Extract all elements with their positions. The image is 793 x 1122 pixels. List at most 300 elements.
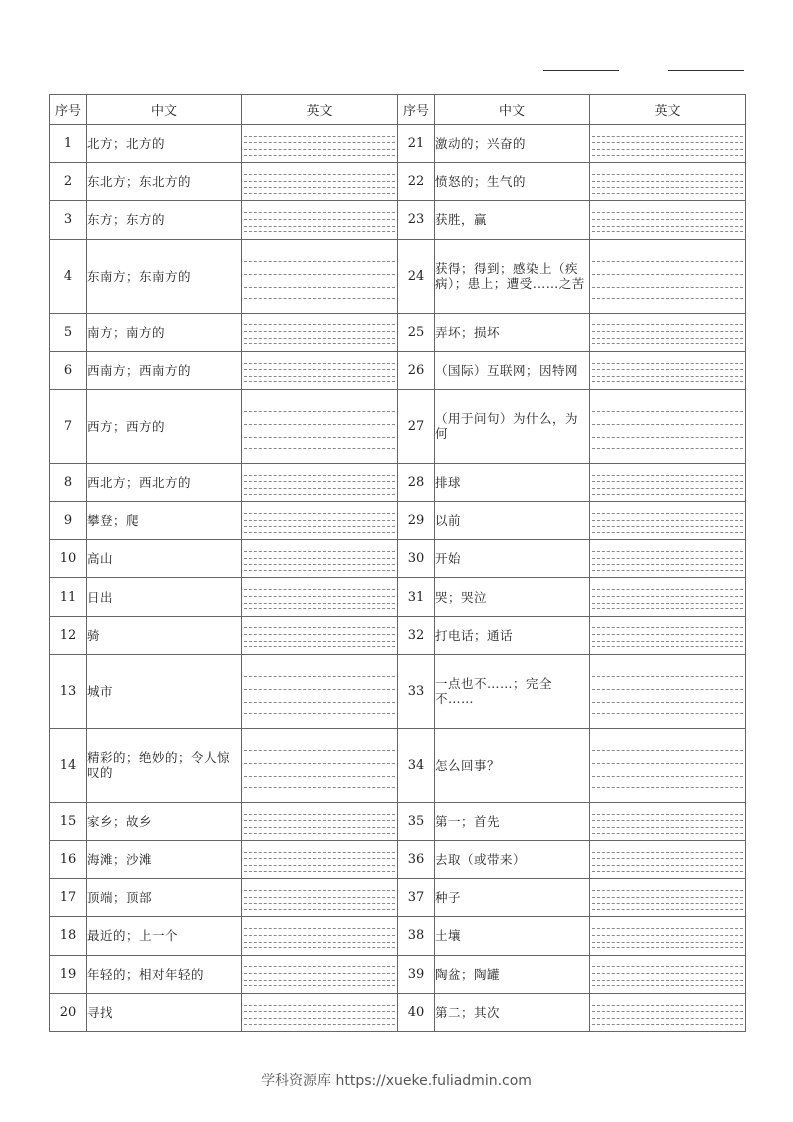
dashed-writing-line — [592, 181, 743, 182]
dashed-writing-line — [244, 488, 395, 489]
chinese-term: 日出 — [87, 578, 242, 616]
table-row — [50, 201, 746, 239]
dashed-writing-line — [592, 909, 743, 910]
dashed-writing-line — [592, 481, 743, 482]
dashed-writing-line — [592, 627, 743, 628]
dashed-writing-line — [592, 589, 743, 590]
row-number: 22 — [398, 163, 435, 201]
chinese-term: 土壤 — [435, 917, 590, 955]
english-answer-cell[interactable] — [242, 389, 398, 463]
row-number: 23 — [398, 201, 435, 239]
english-answer-cell[interactable] — [242, 841, 398, 879]
english-answer-cell[interactable] — [590, 540, 746, 578]
dashed-writing-line — [244, 437, 395, 438]
dashed-writing-line — [592, 212, 743, 213]
chinese-term: 西方；西方的 — [87, 389, 242, 463]
dashed-writing-line — [244, 890, 395, 891]
dashed-writing-line — [592, 324, 743, 325]
dashed-writing-line — [244, 903, 395, 904]
dashed-writing-line — [592, 488, 743, 489]
row-number: 3 — [50, 201, 87, 239]
dashed-writing-line — [592, 475, 743, 476]
chinese-term: 哭；哭泣 — [435, 578, 590, 616]
dashed-writing-line — [592, 1011, 743, 1012]
dashed-writing-line — [592, 369, 743, 370]
chinese-term: 一点也不……；完全不…… — [435, 654, 590, 728]
dashed-writing-line — [592, 174, 743, 175]
table-row — [50, 163, 746, 201]
dashed-writing-line — [592, 520, 743, 521]
english-answer-cell[interactable] — [590, 351, 746, 389]
chinese-term: 东北方；东北方的 — [87, 163, 242, 201]
table-row — [50, 389, 746, 463]
chinese-term: 东南方；东南方的 — [87, 239, 242, 313]
table-row — [50, 728, 746, 802]
dashed-writing-line — [244, 1024, 395, 1025]
chinese-term: 家乡；故乡 — [87, 802, 242, 840]
dashed-writing-line — [244, 689, 395, 690]
dashed-writing-line — [244, 871, 395, 872]
dashed-writing-line — [592, 858, 743, 859]
english-answer-cell[interactable] — [590, 463, 746, 501]
chinese-term: 以前 — [435, 502, 590, 540]
table-header-row — [50, 95, 746, 125]
dashed-writing-line — [592, 448, 743, 449]
row-number: 28 — [398, 463, 435, 501]
dashed-writing-line — [244, 558, 395, 559]
dashed-writing-line — [592, 890, 743, 891]
dashed-writing-line — [592, 1024, 743, 1025]
col-header-num: 序号 — [50, 95, 87, 125]
dashed-writing-line — [244, 713, 395, 714]
english-answer-cell[interactable] — [242, 993, 398, 1031]
dashed-writing-line — [244, 820, 395, 821]
table-row — [50, 502, 746, 540]
dashed-writing-line — [244, 324, 395, 325]
dashed-writing-line — [592, 603, 743, 604]
dashed-writing-line — [592, 149, 743, 150]
dashed-writing-line — [244, 564, 395, 565]
dashed-writing-line — [244, 274, 395, 275]
dashed-writing-line — [592, 381, 743, 382]
dashed-writing-line — [592, 634, 743, 635]
row-number: 12 — [50, 616, 87, 654]
dashed-writing-line — [592, 363, 743, 364]
dashed-writing-line — [244, 702, 395, 703]
dashed-writing-line — [592, 871, 743, 872]
dashed-writing-line — [592, 689, 743, 690]
dashed-writing-line — [244, 627, 395, 628]
dashed-writing-line — [592, 338, 743, 339]
row-number: 8 — [50, 463, 87, 501]
chinese-term: 激动的；兴奋的 — [435, 125, 590, 163]
dashed-writing-line — [592, 494, 743, 495]
dashed-writing-line — [244, 833, 395, 834]
dashed-writing-line — [592, 928, 743, 929]
english-answer-cell[interactable] — [242, 917, 398, 955]
dashed-writing-line — [592, 1005, 743, 1006]
dashed-writing-line — [244, 865, 395, 866]
chinese-term: 城市 — [87, 654, 242, 728]
row-number: 35 — [398, 802, 435, 840]
row-number: 39 — [398, 955, 435, 993]
dashed-writing-line — [592, 973, 743, 974]
dashed-writing-line — [244, 411, 395, 412]
dashed-writing-line — [244, 641, 395, 642]
english-answer-cell[interactable] — [590, 654, 746, 728]
chinese-term: 年轻的；相对年轻的 — [87, 955, 242, 993]
row-number: 7 — [50, 389, 87, 463]
english-answer-cell[interactable] — [590, 389, 746, 463]
dashed-writing-line — [244, 980, 395, 981]
dashed-writing-line — [592, 903, 743, 904]
english-answer-cell[interactable] — [242, 654, 398, 728]
english-answer-cell[interactable] — [242, 313, 398, 351]
dashed-writing-line — [244, 149, 395, 150]
dashed-writing-line — [244, 226, 395, 227]
dashed-writing-line — [244, 897, 395, 898]
dashed-writing-line — [244, 142, 395, 143]
chinese-term: 西南方；西南方的 — [87, 351, 242, 389]
row-number: 24 — [398, 239, 435, 313]
english-answer-cell[interactable] — [242, 125, 398, 163]
dashed-writing-line — [592, 820, 743, 821]
dashed-writing-line — [592, 947, 743, 948]
dashed-writing-line — [244, 174, 395, 175]
table-row — [50, 616, 746, 654]
dashed-writing-line — [244, 369, 395, 370]
dashed-writing-line — [592, 570, 743, 571]
row-number: 13 — [50, 654, 87, 728]
row-number: 27 — [398, 389, 435, 463]
dashed-writing-line — [244, 520, 395, 521]
chinese-term: 西北方；西北方的 — [87, 463, 242, 501]
table-row — [50, 802, 746, 840]
dashed-writing-line — [244, 570, 395, 571]
row-number: 36 — [398, 841, 435, 879]
table-row — [50, 955, 746, 993]
dashed-writing-line — [244, 1018, 395, 1019]
dashed-writing-line — [592, 776, 743, 777]
dashed-writing-line — [592, 274, 743, 275]
dashed-writing-line — [592, 558, 743, 559]
dashed-writing-line — [244, 676, 395, 677]
row-number: 40 — [398, 993, 435, 1031]
english-answer-cell[interactable] — [590, 802, 746, 840]
chinese-term: 骑 — [87, 616, 242, 654]
dashed-writing-line — [592, 702, 743, 703]
header-blank-line-1 — [543, 70, 619, 71]
english-answer-cell[interactable] — [590, 955, 746, 993]
row-number: 11 — [50, 578, 87, 616]
table-row — [50, 351, 746, 389]
english-answer-cell[interactable] — [590, 502, 746, 540]
english-answer-cell[interactable] — [242, 802, 398, 840]
english-answer-cell[interactable] — [590, 616, 746, 654]
chinese-term: 最近的；上一个 — [87, 917, 242, 955]
dashed-writing-line — [592, 646, 743, 647]
dashed-writing-line — [244, 136, 395, 137]
chinese-term: 陶盆；陶罐 — [435, 955, 590, 993]
row-number: 16 — [50, 841, 87, 879]
table-row — [50, 463, 746, 501]
english-answer-cell[interactable] — [590, 728, 746, 802]
row-number: 37 — [398, 879, 435, 917]
dashed-writing-line — [592, 219, 743, 220]
dashed-writing-line — [244, 298, 395, 299]
dashed-writing-line — [244, 646, 395, 647]
chinese-term: 东方；东方的 — [87, 201, 242, 239]
dashed-writing-line — [244, 750, 395, 751]
dashed-writing-line — [244, 827, 395, 828]
english-answer-cell[interactable] — [590, 163, 746, 201]
english-answer-cell[interactable] — [242, 201, 398, 239]
dashed-writing-line — [592, 226, 743, 227]
dashed-writing-line — [244, 381, 395, 382]
dashed-writing-line — [592, 852, 743, 853]
chinese-term: 第一；首先 — [435, 802, 590, 840]
dashed-writing-line — [592, 897, 743, 898]
dashed-writing-line — [244, 763, 395, 764]
col-header-num: 序号 — [398, 95, 435, 125]
dashed-writing-line — [244, 1011, 395, 1012]
dashed-writing-line — [592, 564, 743, 565]
dashed-writing-line — [244, 231, 395, 232]
dashed-writing-line — [244, 966, 395, 967]
table-row — [50, 578, 746, 616]
dashed-writing-line — [244, 331, 395, 332]
english-answer-cell[interactable] — [242, 728, 398, 802]
dashed-writing-line — [244, 363, 395, 364]
dashed-writing-line — [592, 376, 743, 377]
row-number: 19 — [50, 955, 87, 993]
chinese-term: （用于问句）为什么，为何 — [435, 389, 590, 463]
col-header-en: 英文 — [590, 95, 746, 125]
dashed-writing-line — [244, 212, 395, 213]
dashed-writing-line — [592, 942, 743, 943]
dashed-writing-line — [244, 424, 395, 425]
dashed-writing-line — [592, 298, 743, 299]
row-number: 5 — [50, 313, 87, 351]
row-number: 20 — [50, 993, 87, 1031]
dashed-writing-line — [592, 287, 743, 288]
row-number: 25 — [398, 313, 435, 351]
row-number: 38 — [398, 917, 435, 955]
dashed-writing-line — [244, 1005, 395, 1006]
chinese-term: 北方；北方的 — [87, 125, 242, 163]
table-row — [50, 239, 746, 313]
english-answer-cell[interactable] — [242, 351, 398, 389]
header-blank-line-2 — [668, 70, 744, 71]
chinese-term: 打电话；通话 — [435, 616, 590, 654]
dashed-writing-line — [244, 852, 395, 853]
english-answer-cell[interactable] — [590, 879, 746, 917]
dashed-writing-line — [244, 338, 395, 339]
row-number: 31 — [398, 578, 435, 616]
dashed-writing-line — [244, 776, 395, 777]
chinese-term: 精彩的；绝妙的；令人惊叹的 — [87, 728, 242, 802]
dashed-writing-line — [592, 814, 743, 815]
row-number: 32 — [398, 616, 435, 654]
dashed-writing-line — [244, 532, 395, 533]
chinese-term: 获胜，赢 — [435, 201, 590, 239]
dashed-writing-line — [592, 596, 743, 597]
row-number: 1 — [50, 125, 87, 163]
row-number: 30 — [398, 540, 435, 578]
dashed-writing-line — [244, 494, 395, 495]
dashed-writing-line — [592, 142, 743, 143]
chinese-term: 攀登；爬 — [87, 502, 242, 540]
row-number: 17 — [50, 879, 87, 917]
row-number: 21 — [398, 125, 435, 163]
dashed-writing-line — [592, 641, 743, 642]
chinese-term: 怎么回事？ — [435, 728, 590, 802]
dashed-writing-line — [592, 750, 743, 751]
table-row — [50, 993, 746, 1031]
dashed-writing-line — [244, 634, 395, 635]
dashed-writing-line — [244, 603, 395, 604]
dashed-writing-line — [244, 219, 395, 220]
dashed-writing-line — [592, 676, 743, 677]
dashed-writing-line — [592, 136, 743, 137]
dashed-writing-line — [244, 448, 395, 449]
chinese-term: 种子 — [435, 879, 590, 917]
english-answer-cell[interactable] — [242, 463, 398, 501]
row-number: 29 — [398, 502, 435, 540]
dashed-writing-line — [244, 287, 395, 288]
row-number: 26 — [398, 351, 435, 389]
dashed-writing-line — [592, 424, 743, 425]
row-number: 33 — [398, 654, 435, 728]
row-number: 9 — [50, 502, 87, 540]
dashed-writing-line — [244, 858, 395, 859]
col-header-en: 英文 — [242, 95, 398, 125]
table-row — [50, 540, 746, 578]
dashed-writing-line — [244, 187, 395, 188]
row-number: 34 — [398, 728, 435, 802]
dashed-writing-line — [592, 193, 743, 194]
page-footer — [0, 1070, 793, 1090]
chinese-term: 愤怒的；生气的 — [435, 163, 590, 201]
english-answer-cell[interactable] — [590, 313, 746, 351]
english-answer-cell[interactable] — [590, 239, 746, 313]
vocabulary-table — [49, 94, 746, 1032]
dashed-writing-line — [592, 966, 743, 967]
dashed-writing-line — [244, 608, 395, 609]
dashed-writing-line — [244, 261, 395, 262]
dashed-writing-line — [244, 909, 395, 910]
english-answer-cell[interactable] — [590, 993, 746, 1031]
english-answer-cell[interactable] — [242, 239, 398, 313]
dashed-writing-line — [592, 532, 743, 533]
dashed-writing-line — [244, 155, 395, 156]
dashed-writing-line — [244, 947, 395, 948]
dashed-writing-line — [592, 787, 743, 788]
dashed-writing-line — [592, 155, 743, 156]
chinese-term: 开始 — [435, 540, 590, 578]
dashed-writing-line — [244, 526, 395, 527]
dashed-writing-line — [592, 437, 743, 438]
dashed-writing-line — [244, 787, 395, 788]
dashed-writing-line — [244, 481, 395, 482]
chinese-term: 高山 — [87, 540, 242, 578]
chinese-term: （国际）互联网；因特网 — [435, 351, 590, 389]
dashed-writing-line — [244, 193, 395, 194]
chinese-term: 海滩；沙滩 — [87, 841, 242, 879]
english-answer-cell[interactable] — [590, 125, 746, 163]
row-number: 2 — [50, 163, 87, 201]
english-answer-cell[interactable] — [242, 955, 398, 993]
english-answer-cell[interactable] — [590, 578, 746, 616]
table-row — [50, 313, 746, 351]
dashed-writing-line — [592, 331, 743, 332]
chinese-term: 排球 — [435, 463, 590, 501]
english-answer-cell[interactable] — [242, 163, 398, 201]
table-row — [50, 879, 746, 917]
chinese-term: 顶端；顶部 — [87, 879, 242, 917]
dashed-writing-line — [244, 928, 395, 929]
row-number: 15 — [50, 802, 87, 840]
english-answer-cell[interactable] — [242, 540, 398, 578]
dashed-writing-line — [592, 261, 743, 262]
row-number: 4 — [50, 239, 87, 313]
dashed-writing-line — [592, 985, 743, 986]
dashed-writing-line — [244, 814, 395, 815]
row-number: 18 — [50, 917, 87, 955]
chinese-term: 去取（或带来） — [435, 841, 590, 879]
dashed-writing-line — [244, 935, 395, 936]
dashed-writing-line — [244, 589, 395, 590]
chinese-term: 南方；南方的 — [87, 313, 242, 351]
dashed-writing-line — [592, 187, 743, 188]
dashed-writing-line — [244, 343, 395, 344]
dashed-writing-line — [592, 551, 743, 552]
table-row — [50, 917, 746, 955]
row-number: 6 — [50, 351, 87, 389]
dashed-writing-line — [592, 833, 743, 834]
dashed-writing-line — [244, 942, 395, 943]
row-number: 14 — [50, 728, 87, 802]
dashed-writing-line — [244, 985, 395, 986]
table-row — [50, 654, 746, 728]
dashed-writing-line — [592, 980, 743, 981]
dashed-writing-line — [244, 551, 395, 552]
dashed-writing-line — [592, 865, 743, 866]
dashed-writing-line — [244, 181, 395, 182]
dashed-writing-line — [244, 596, 395, 597]
col-header-cn: 中文 — [87, 95, 242, 125]
footer-text: 学科资源库 https://xueke.fuliadmin.com — [261, 1073, 532, 1089]
dashed-writing-line — [244, 513, 395, 514]
dashed-writing-line — [244, 973, 395, 974]
english-answer-cell[interactable] — [242, 616, 398, 654]
dashed-writing-line — [592, 526, 743, 527]
dashed-writing-line — [244, 475, 395, 476]
english-answer-cell[interactable] — [242, 578, 398, 616]
english-answer-cell[interactable] — [242, 879, 398, 917]
english-answer-cell[interactable] — [242, 502, 398, 540]
english-answer-cell[interactable] — [590, 917, 746, 955]
dashed-writing-line — [592, 763, 743, 764]
dashed-writing-line — [244, 376, 395, 377]
col-header-cn: 中文 — [435, 95, 590, 125]
table-row — [50, 841, 746, 879]
dashed-writing-line — [592, 608, 743, 609]
english-answer-cell[interactable] — [590, 841, 746, 879]
chinese-term: 弄坏；损坏 — [435, 313, 590, 351]
dashed-writing-line — [592, 827, 743, 828]
english-answer-cell[interactable] — [590, 201, 746, 239]
